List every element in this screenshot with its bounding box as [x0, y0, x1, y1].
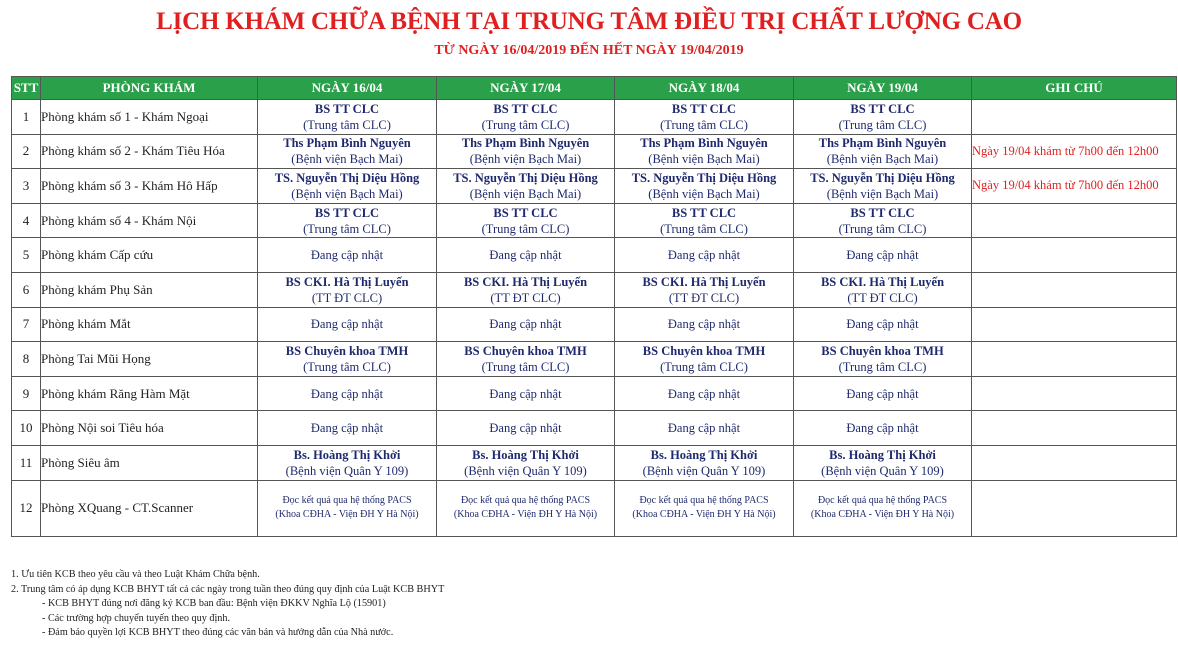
doctor-institution: (Bệnh viện Bạch Mai)	[826, 152, 939, 167]
doctor-institution: (Khoa CĐHA - Viện ĐH Y Hà Nội)	[453, 509, 598, 521]
day-cell	[615, 100, 794, 135]
note-cell	[972, 376, 1177, 411]
doctor-institution: (Trung tâm CLC)	[303, 359, 391, 374]
note-cell	[972, 342, 1177, 377]
header-note: GHI CHÚ	[972, 77, 1177, 100]
day-cell	[258, 445, 437, 480]
doctor-institution: (Bệnh viện Quân Y 109)	[642, 463, 766, 478]
status-text: Đang cập nhật	[489, 421, 562, 436]
status-text: Đang cập nhật	[489, 248, 562, 263]
day-cell	[794, 376, 972, 411]
status-text: Đang cập nhật	[667, 248, 741, 263]
status-text: Đang cập nhật	[310, 317, 384, 332]
doctor-name: Đọc kết quả qua hệ thống PACS	[282, 495, 412, 507]
row-number: 6	[12, 272, 41, 307]
table-row	[12, 480, 1177, 536]
note-cell	[972, 238, 1177, 273]
doctor-name: BS TT CLC	[850, 205, 915, 220]
status-text: Đang cập nhật	[846, 248, 919, 263]
doctor-institution: (Bệnh viện Bạch Mai)	[291, 152, 403, 167]
doctor-institution: (TT ĐT CLC)	[311, 290, 383, 305]
day-cell	[437, 169, 615, 204]
row-number: 12	[12, 480, 41, 536]
day-cell	[615, 272, 794, 307]
page-title: LỊCH KHÁM CHỮA BỆNH TẠI TRUNG TÂM ĐIỀU TRỊ CHẤT LƯỢNG CAO	[156, 8, 1022, 35]
note-cell	[972, 100, 1177, 135]
note-cell: Ngày 19/04 khám từ 7h00 đến 12h00	[972, 134, 1177, 169]
day-cell	[615, 169, 794, 204]
doctor-institution: (Bệnh viện Quân Y 109)	[464, 463, 587, 478]
doctor-name: TS. Nguyễn Thị Diệu Hồng	[453, 170, 598, 185]
doctor-name: BS TT CLC	[314, 101, 380, 116]
doctor-institution: (Trung tâm CLC)	[481, 221, 570, 236]
doctor-institution: (Trung tâm CLC)	[838, 221, 927, 236]
doctor-name: TS. Nguyễn Thị Diệu Hồng	[810, 170, 955, 185]
header-room: PHÒNG KHÁM	[41, 77, 258, 100]
doctor-name: Ths Phạm Bình Nguyên	[461, 136, 590, 151]
footnotes	[11, 568, 444, 641]
day-cell	[258, 411, 437, 446]
doctor-institution: (Trung tâm CLC)	[838, 359, 927, 374]
doctor-institution: (Bệnh viện Bạch Mai)	[291, 186, 403, 201]
table-body	[12, 100, 1177, 537]
footnote-line: - Đảm bảo quyền lợi KCB BHYT theo đúng các văn bản và hướng dẫn của Nhà nước.	[42, 627, 394, 639]
day-cell	[794, 238, 972, 273]
doctor-name: Đọc kết quả qua hệ thống PACS	[817, 495, 948, 507]
day-cell	[258, 134, 437, 169]
doctor-name: BS TT CLC	[671, 205, 737, 220]
note-cell: Ngày 19/04 khám từ 7h00 đến 12h00	[972, 169, 1177, 204]
status-text: Đang cập nhật	[667, 317, 741, 332]
doctor-institution: (Trung tâm CLC)	[303, 117, 391, 132]
header-stt: STT	[12, 77, 41, 100]
day-cell	[437, 411, 615, 446]
note-cell	[972, 203, 1177, 238]
day-cell	[437, 445, 615, 480]
day-cell	[258, 342, 437, 377]
day-cell	[615, 134, 794, 169]
row-number: 2	[12, 134, 41, 169]
doctor-institution: (Bệnh viện Bạch Mai)	[469, 152, 582, 167]
footnote-line: - Các trường hợp chuyển tuyến theo quy định.	[42, 612, 231, 624]
doctor-institution: (Bệnh viện Quân Y 109)	[285, 463, 409, 478]
day-cell	[794, 342, 972, 377]
day-cell	[258, 272, 437, 307]
day-cell	[615, 342, 794, 377]
room-name: Phòng khám số 1 - Khám Ngoại	[41, 100, 258, 135]
table-row	[12, 272, 1177, 307]
schedule-table	[11, 76, 1177, 537]
doctor-name: BS Chuyên khoa TMH	[464, 343, 587, 358]
status-text: Đang cập nhật	[310, 248, 384, 263]
header-day-4: NGÀY 19/04	[794, 77, 972, 100]
row-number: 11	[12, 445, 41, 480]
status-text: Đang cập nhật	[846, 386, 919, 401]
table-row	[12, 238, 1177, 273]
doctor-institution: (Trung tâm CLC)	[303, 221, 391, 236]
doctor-name: BS CKI. Hà Thị Luyến	[820, 274, 945, 289]
doctor-name: Bs. Hoàng Thị Khởi	[650, 447, 758, 462]
note-cell	[972, 307, 1177, 342]
day-cell	[615, 307, 794, 342]
day-cell	[437, 342, 615, 377]
doctor-institution: (Bệnh viện Bạch Mai)	[469, 186, 582, 201]
room-name: Phòng khám Phụ Sản	[41, 272, 258, 307]
status-text: Đang cập nhật	[667, 421, 741, 436]
table-row	[12, 445, 1177, 480]
status-text: Đang cập nhật	[310, 421, 384, 436]
status-text: Đang cập nhật	[846, 421, 919, 436]
room-name: Phòng khám Cấp cứu	[41, 238, 258, 273]
day-cell	[794, 169, 972, 204]
table-row	[12, 342, 1177, 377]
doctor-institution: (TT ĐT CLC)	[668, 290, 740, 305]
day-cell	[437, 238, 615, 273]
table-row	[12, 307, 1177, 342]
day-cell	[615, 445, 794, 480]
header-day-2: NGÀY 17/04	[437, 77, 615, 100]
day-cell	[615, 480, 794, 536]
page-subtitle: TỪ NGÀY 16/04/2019 ĐẾN HẾT NGÀY 19/04/2019	[434, 43, 744, 58]
row-number: 5	[12, 238, 41, 273]
day-cell	[794, 480, 972, 536]
doctor-institution: (Trung tâm CLC)	[660, 117, 748, 132]
header-day-3: NGÀY 18/04	[615, 77, 794, 100]
day-cell	[794, 100, 972, 135]
doctor-institution: (TT ĐT CLC)	[847, 290, 918, 305]
doctor-name: Đọc kết quả qua hệ thống PACS	[460, 495, 591, 507]
room-name: Phòng Tai Mũi Họng	[41, 342, 258, 377]
doctor-institution: (Bệnh viện Bạch Mai)	[648, 152, 760, 167]
table-header-row	[12, 77, 1177, 100]
status-text: Đang cập nhật	[846, 317, 919, 332]
day-cell	[437, 134, 615, 169]
room-name: Phòng XQuang - CT.Scanner	[41, 480, 258, 536]
day-cell	[794, 307, 972, 342]
day-cell	[615, 411, 794, 446]
doctor-institution: (Trung tâm CLC)	[838, 117, 927, 132]
footnote-line: - KCB BHYT đúng nơi đăng ký KCB ban đầu: Bệnh viện ĐKKV Nghĩa Lộ (15901)	[42, 598, 386, 610]
day-cell	[794, 272, 972, 307]
day-cell	[258, 203, 437, 238]
doctor-name: BS CKI. Hà Thị Luyến	[642, 274, 766, 289]
day-cell	[615, 238, 794, 273]
day-cell	[437, 480, 615, 536]
row-number: 10	[12, 411, 41, 446]
day-cell	[794, 203, 972, 238]
table-row	[12, 376, 1177, 411]
doctor-name: BS TT CLC	[850, 101, 915, 116]
day-cell	[437, 100, 615, 135]
day-cell	[258, 480, 437, 536]
table-row	[12, 169, 1177, 204]
doctor-name: Ths Phạm Bình Nguyên	[640, 136, 768, 151]
day-cell	[437, 272, 615, 307]
doctor-name: Ths Phạm Bình Nguyên	[818, 136, 947, 151]
note-cell	[972, 411, 1177, 446]
note-cell	[972, 272, 1177, 307]
doctor-name: Bs. Hoàng Thị Khởi	[829, 447, 936, 462]
room-name: Phòng Siêu âm	[41, 445, 258, 480]
room-name: Phòng khám Răng Hàm Mặt	[41, 376, 258, 411]
doctor-name: BS TT CLC	[671, 101, 737, 116]
table-row	[12, 203, 1177, 238]
room-name: Phòng khám Mắt	[41, 307, 258, 342]
doctor-institution: (Bệnh viện Bạch Mai)	[826, 186, 939, 201]
table-row	[12, 100, 1177, 135]
room-name: Phòng khám số 4 - Khám Nội	[41, 203, 258, 238]
doctor-name: BS CKI. Hà Thị Luyến	[463, 274, 588, 289]
doctor-name: Đọc kết quả qua hệ thống PACS	[639, 495, 769, 507]
footnote-line: 1. Ưu tiên KCB theo yêu cầu và theo Luật Khám Chữa bệnh.	[11, 569, 260, 580]
day-cell	[437, 203, 615, 238]
doctor-institution: (TT ĐT CLC)	[490, 290, 561, 305]
room-name: Phòng Nội soi Tiêu hóa	[41, 411, 258, 446]
doctor-name: Bs. Hoàng Thị Khởi	[293, 447, 401, 462]
day-cell	[794, 134, 972, 169]
note-cell	[972, 445, 1177, 480]
doctor-name: BS Chuyên khoa TMH	[821, 343, 944, 358]
day-cell	[437, 307, 615, 342]
doctor-name: Bs. Hoàng Thị Khởi	[472, 447, 579, 462]
doctor-name: BS TT CLC	[314, 205, 380, 220]
status-text: Đang cập nhật	[489, 317, 562, 332]
doctor-institution: (Trung tâm CLC)	[660, 359, 748, 374]
doctor-institution: (Bệnh viện Quân Y 109)	[821, 463, 944, 478]
row-number: 8	[12, 342, 41, 377]
day-cell	[258, 238, 437, 273]
doctor-name: BS TT CLC	[493, 205, 558, 220]
note-cell	[972, 480, 1177, 536]
doctor-institution: (Trung tâm CLC)	[481, 359, 570, 374]
day-cell	[258, 376, 437, 411]
doctor-name: BS TT CLC	[493, 101, 558, 116]
doctor-institution: (Bệnh viện Bạch Mai)	[648, 186, 760, 201]
status-text: Đang cập nhật	[489, 386, 562, 401]
row-number: 9	[12, 376, 41, 411]
doctor-institution: (Khoa CĐHA - Viện ĐH Y Hà Nội)	[632, 509, 776, 521]
header-day-1: NGÀY 16/04	[258, 77, 437, 100]
day-cell	[794, 445, 972, 480]
doctor-name: BS Chuyên khoa TMH	[642, 343, 766, 358]
doctor-institution: (Khoa CĐHA - Viện ĐH Y Hà Nội)	[810, 509, 955, 521]
room-name: Phòng khám số 2 - Khám Tiêu Hóa	[41, 134, 258, 169]
table-row	[12, 411, 1177, 446]
day-cell	[258, 100, 437, 135]
doctor-institution: (Trung tâm CLC)	[481, 117, 570, 132]
status-text: Đang cập nhật	[667, 386, 741, 401]
row-number: 7	[12, 307, 41, 342]
row-number: 3	[12, 169, 41, 204]
doctor-name: BS Chuyên khoa TMH	[285, 343, 409, 358]
day-cell	[615, 203, 794, 238]
doctor-institution: (Trung tâm CLC)	[660, 221, 748, 236]
doctor-name: Ths Phạm Bình Nguyên	[283, 136, 411, 151]
day-cell	[258, 307, 437, 342]
day-cell	[437, 376, 615, 411]
day-cell	[615, 376, 794, 411]
doctor-name: TS. Nguyễn Thị Diệu Hồng	[631, 170, 777, 185]
row-number: 1	[12, 100, 41, 135]
footnote-line: 2. Trung tâm có áp dụng KCB BHYT tất cả các ngày trong tuần theo đúng quy định của Luật KCB BHYT	[11, 583, 445, 595]
row-number: 4	[12, 203, 41, 238]
doctor-name: TS. Nguyễn Thị Diệu Hồng	[274, 170, 420, 185]
table-row	[12, 134, 1177, 169]
day-cell	[258, 169, 437, 204]
status-text: Đang cập nhật	[310, 386, 384, 401]
doctor-institution: (Khoa CĐHA - Viện ĐH Y Hà Nội)	[275, 509, 419, 521]
day-cell	[794, 411, 972, 446]
doctor-name: BS CKI. Hà Thị Luyến	[285, 274, 409, 289]
room-name: Phòng khám số 3 - Khám Hô Hấp	[41, 169, 258, 204]
